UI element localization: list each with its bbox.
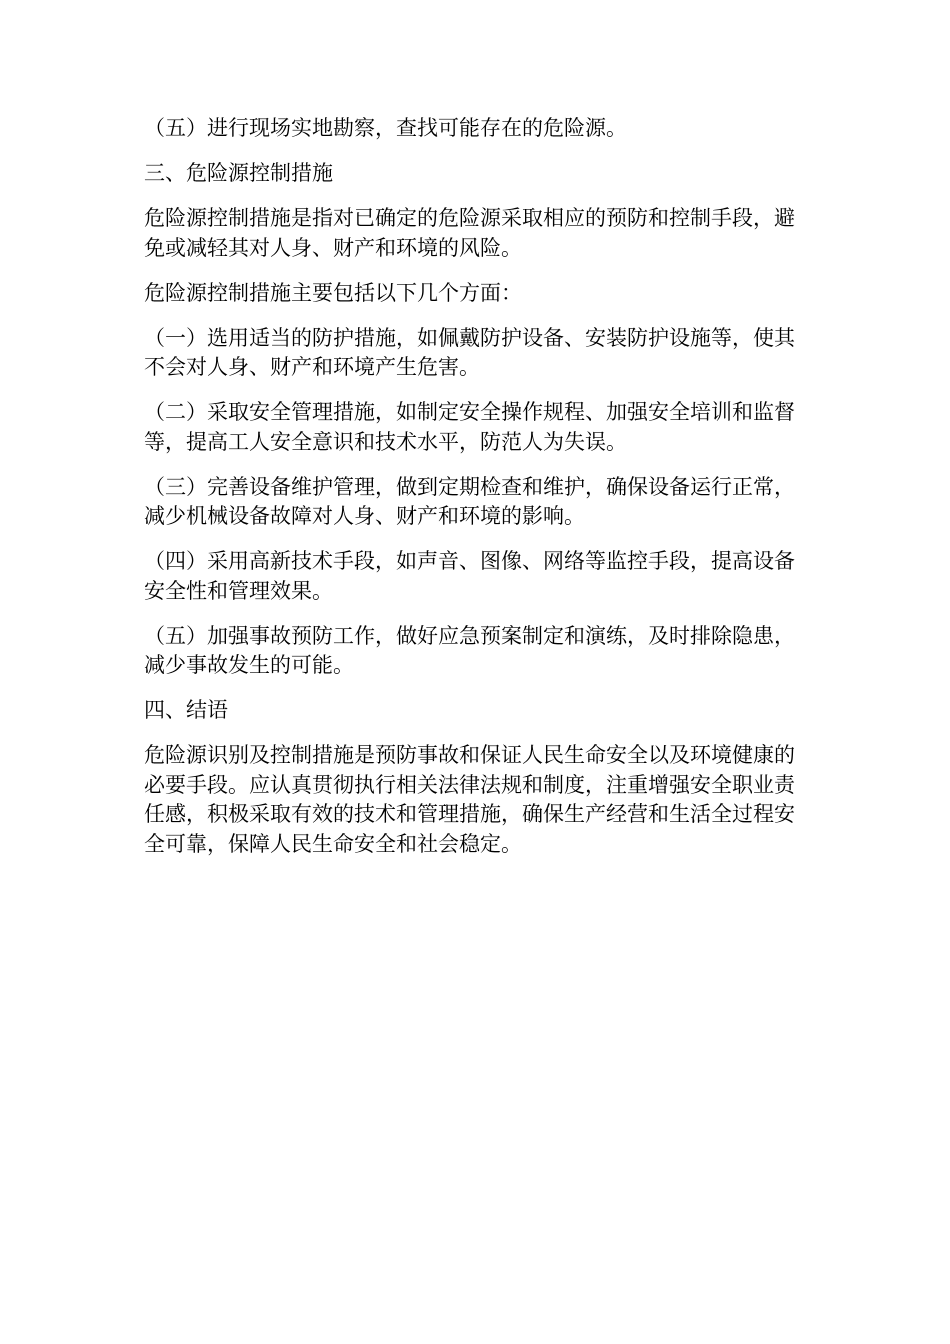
list-item-protection: （一）选用适当的防护措施，如佩戴防护设备、安装防护设施等，使其不会对人身、财产和环境产生危害。 <box>144 325 795 379</box>
paragraph-control-aspects-intro: 危险源控制措施主要包括以下几个方面： <box>144 280 522 305</box>
list-item-management: （二）采取安全管理措施，如制定安全操作规程、加强安全培训和监督等，提高工人安全意识和技术水平，防范人为失误。 <box>144 400 795 454</box>
section-heading-conclusion: 四、结语 <box>144 698 228 722</box>
paragraph-control-definition: 危险源控制措施是指对已确定的危险源采取相应的预防和控制手段，避免或减轻其对人身、财产和环境的风险。 <box>144 206 795 260</box>
paragraph-inspection-item: （五）进行现场实地勘察，查找可能存在的危险源。 <box>144 116 627 140</box>
section-heading-control-measures: 三、危险源控制措施 <box>144 161 333 185</box>
list-item-technology: （四）采用高新技术手段，如声音、图像、网络等监控手段，提高设备安全性和管理效果。 <box>144 549 795 603</box>
document-body <box>144 114 814 875</box>
list-item-prevention: （五）加强事故预防工作，做好应急预案制定和演练，及时排除隐患，减少事故发生的可能。 <box>144 623 795 677</box>
list-item-maintenance: （三）完善设备维护管理，做到定期检查和维护，确保设备运行正常，减少机械设备故障对人身、财产和环境的影响。 <box>144 474 795 528</box>
paragraph-conclusion: 危险源识别及控制措施是预防事故和保证人民生命安全以及环境健康的必要手段。应认真贯彻执行相关法律法规和制度，注重增强安全职业责任感，积极采取有效的技术和管理措施，确保生产经营和生活全过程安全可靠，保障人民生命安全和社会稳定。 <box>144 743 795 856</box>
